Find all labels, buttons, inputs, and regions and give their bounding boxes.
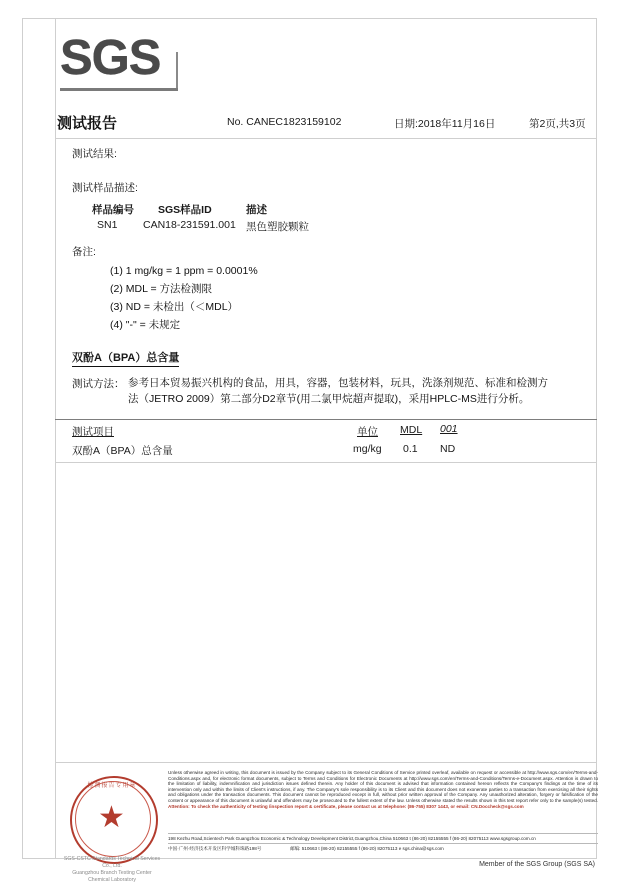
logo-tick [176,52,178,90]
stamp-top-text: 检测报告专用章 [87,783,137,789]
section-title-bpa: 双酚A（BPA）总含量 [72,349,179,367]
cell-sgs-id: CAN18-231591.001 [143,219,236,231]
footer-disclaimer [168,770,598,809]
sample-description-label: 测试样品描述: [72,182,138,194]
test-method-line-1: 参考日本贸易振兴机构的食品，用具，容器，包装材料，玩具，洗涤剂规范、标准和检测方 [128,377,548,389]
result-row-result: ND [440,443,456,455]
page-title: 测试报告 [57,115,118,132]
result-header-item: 测试项目 [72,426,114,438]
col-header-description: 描述 [246,204,267,216]
result-header-sample-001: 001 [440,423,458,435]
stamp-caption [62,856,162,884]
report-header [57,112,589,136]
stamp-caption-line-2: Guangzhou Branch Testing Center Chemical Laboratory [72,870,152,883]
footer-address-rule-top [168,833,598,834]
remarks-label: 备注: [72,246,96,258]
footer-disclaimer-text: Unless otherwise agreed in writing, this document is issued by the Company subject to its General Conditions of Service printed overleaf, available on request or accessible at http://www.sgs.com/en/Terms-and-Conditions.aspx and, for electronic format documents, subject to Terms and Conditions for Electronic Documents at http://www.sgs.com/en/Terms-and-Conditions/Terms-e-Document.aspx. Attention is drawn to the limitation of liability, indemnification and jurisdiction issues defined therein. Any holder of this document is advised that information contained hereon reflects the Company's findings at the time of its intervention only and within the limits of Client's instructions, if any. The Company's sole responsibility is to its Client and this document does not exonerate parties to a transaction from exercising all their rights and obligations under the transaction documents. This document cannot be reproduced except in full, without prior written approval of the Company. Any unauthorized alteration, forgery or falsification of the content or appearance of this document is unlawful and offenders may be prosecuted to the fullest extent of the law. Unless otherwise stated the results shown in this test report refer only to the sample(s) tested. [168,770,598,803]
official-stamp [62,772,161,883]
cell-description: 黑色塑胶颗粒 [246,221,309,233]
col-header-sgs-id: SGS样品ID [158,204,212,216]
remark-item-4: (4) "-" = 未规定 [110,319,181,331]
footer-verify-text: Attention: To check the authenticity of testing /inspection report & certificate, please contact us at telephone: (86-755) 8307 1443, or email: CN.Doccheck@sgs.com [168,803,524,809]
star-icon: ★ [98,801,125,834]
logo-underline [60,88,178,91]
result-row-mdl: 0.1 [403,443,418,455]
test-method-line-2: 法（JETRO 2009）第二部分D2章节(用二氯甲烷超声提取)，采用HPLC-MS进行分析。 [128,393,530,405]
remark-item-3: (3) ND = 未检出（＜MDL） [110,301,239,313]
page-number: 第2页,共3页 [529,118,586,130]
col-header-sample-no: 样品编号 [92,204,134,216]
footer-divider [55,762,597,763]
result-header-mdl: MDL [400,424,423,436]
test-method-label: 测试方法： [72,378,125,390]
footer-address-rule-mid [168,843,598,844]
result-table-bottom-rule [55,462,597,463]
footer-address [168,835,598,852]
footer-address-cn: 中国·广州·经济技术开发区科学城科珠路198号 [168,846,262,851]
report-number: No. CANEC1823159102 [227,116,342,128]
report-date: 日期:2018年11月16日 [394,118,496,130]
remark-item-2: (2) MDL = 方法检测限 [110,283,212,295]
header-divider [55,138,597,139]
remark-item-1: (1) 1 mg/kg = 1 ppm = 0.0001% [110,265,258,277]
result-table-top-rule [55,419,597,420]
footer-member: Member of the SGS Group (SGS SA) [479,861,595,868]
sgs-logo [60,30,180,92]
results-label: 测试结果: [72,148,117,160]
footer-address-en: 198 Kezhu Road,Scientech Park Guangzhou Economic & Technology Development District,Guangzhou,China 510663 t (86-20) 82155555 f (86-20) 82075113 www.sgsgroup.com.cn [168,836,536,841]
sgs-logo-text: SGS [60,31,161,85]
result-header-unit: 单位 [357,426,378,438]
result-row-unit: mg/kg [353,443,382,455]
cell-sample-no: SN1 [97,219,118,231]
footer-address-cn-post: 邮编: 510663 t (86-20) 82155555 f (86-20) 82075113 e sgs.china@sgs.com [289,846,444,851]
result-row-item: 双酚A（BPA）总含量 [72,445,173,457]
stamp-caption-line-1: SGS-CSTC Standards Technical Services Co., Ltd. [63,856,161,869]
left-margin-rule [55,18,56,859]
